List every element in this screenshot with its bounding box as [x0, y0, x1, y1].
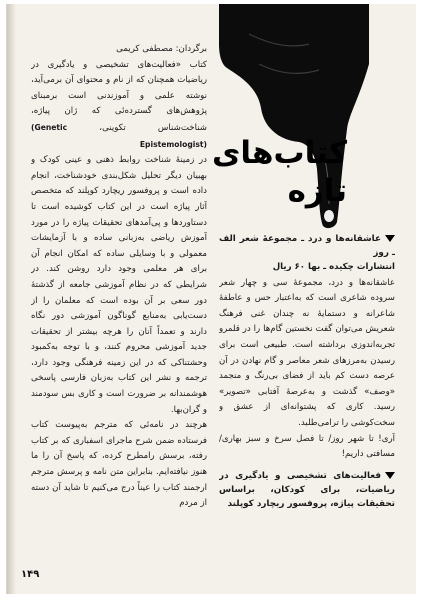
book-entry-publisher: انتشارات چکیده ـ بها ۶۰ ریال [272, 262, 395, 272]
book-entry-title [219, 232, 395, 260]
left-column [31, 42, 207, 557]
headline-line1: کتاب‌های [211, 135, 347, 171]
paragraph-body: در زمینهٔ شناخت روابط ذهنی و عینی کودک و بهبیان دیگر تحلیل شکل‌بندی خودشناخت، انجام داده است و پروفسور ریچارد کوپلند که متخصص آثار پیاژه است در این کتاب کوشیده است تا دستاوردها و پی‌آمدهای تحقیقات پیاژه را در مورد آموزش ریاضی به‌زبانی ساده و با آزمایشات معمولی و با وسایلی ساده که امکان انجام آن برای هر معلمی وجود دارد روشن کند. در شرایطی که در نظام آموزشی جامعه از گذشتهٔ دور سعی بر آن بوده است که معلمان را از دست‌یابی به‌منابع گوناگون آموزشی دور نگاه دارند و تعمداً آنان را هرچه بیشتر از تحقیقات جدید آموزشی محروم کنند، و با توجه به‌کمبود وحشتناکی که در این زمینه فرهنگی وجود دارد، ترجمه و نشر این کتاب به‌زبان فارسی پاسخی هوشمندانه بر ضرورت است و کاری بس سودمند و گران‌بها. [31, 155, 207, 415]
triangle-bullet-icon [385, 472, 395, 479]
book-entry-2-title-text: فعالیت‌های تشخیصی و یادگیری در ریاضیات، برای کودکان، براساس تحقیقات پیاژه، پروفسور ریچارد کوپلند [219, 470, 395, 509]
paragraph-letter: هرچند در نامه‌ئی که مترجم به‌پیوست کتاب فرستاده ضمن شرح ماجرای اسفباری که بر کتاب رفته، برسش رامطرح کرده، که پاسخ آن را ما هنوز نیافته‌ایم. بنابراین متن نامه و پرسش مترجم ارجمند کتاب را عیناً درج می‌کنیم تا شاید آن دسته از مردم [31, 420, 207, 509]
book-entry-closing: آری! تا شهر روز/ تا فصل سرخ و سبز بهاری/ مسافتی داریم! [219, 433, 395, 460]
scan-shadow-edge [7, 4, 16, 594]
latin-term: (Genetic Epistemologist) [31, 122, 207, 149]
headline [211, 134, 347, 210]
page-number: ۱۴۹ [21, 569, 40, 580]
paragraph-intro [31, 58, 207, 154]
magazine-page [6, 4, 416, 594]
paragraph-intro-text: کتاب «فعالیت‌های تشخیصی و یادگیری در ریاضیات همچنان که از نام و محتوای آن برمی‌آید، نوشته علمی و آموزندنی است برمبنای پژوهش‌های گسترده‌ئی که ژان پیاژه، شناخت‌شناس تکوینی، [31, 59, 207, 133]
translator-line: برگردان: مصطفی کریمی [116, 44, 207, 54]
right-column [219, 232, 395, 572]
triangle-bullet-icon [385, 235, 395, 242]
book-entry-review: عاشقانه‌ها و درد، مجموعهٔ سی و چهار شعر سروده شاعری است که به‌اعتبار حس و عاطفهٔ شاعرانه و دستمایهٔ نه چندان غنی فرهنگ شعریش می‌توان گفت نخستین گام‌ها را در قلمرو تجربه‌اندوزی برداشته است. طبیعی است برای رسیدن به‌مرزهای شعر معاصر و گام نهادن در آن عرصه دست کم باید از فضای بی‌رنگ و منجمد «وصف» گذشت و به‌عرصهٔ آفتابی «تصویر» رسید. کاری که پشتوانه‌ای از عشق و سخت‌کوشی را ترامی‌طلبد. [219, 277, 395, 428]
book-entry-2-title [219, 469, 395, 511]
book-entry-title-text: عاشقانه‌ها و درد ـ مجموعهٔ شعر الف ـ روز [219, 234, 395, 258]
headline-line2: تازه [287, 173, 347, 209]
